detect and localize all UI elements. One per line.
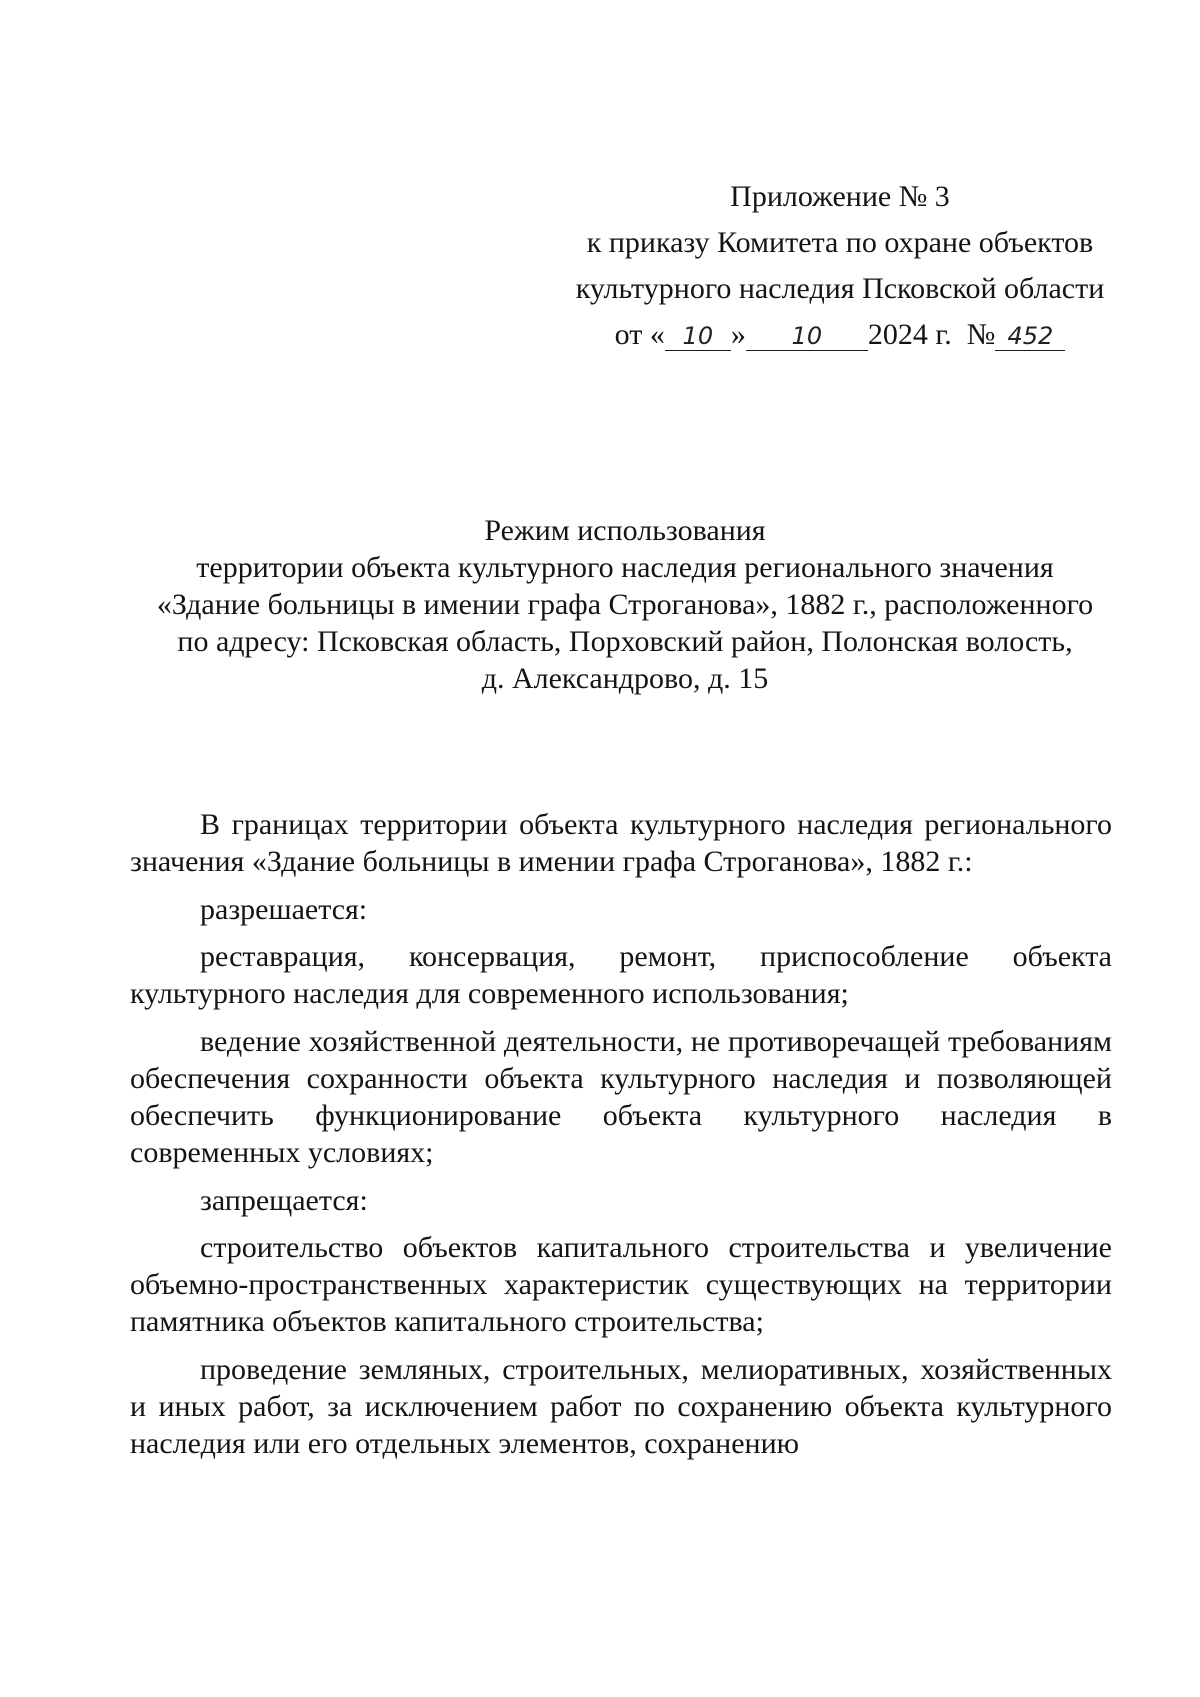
appendix-header bbox=[540, 174, 1140, 358]
title-line-3: «Здание больницы в имении графа Строганова», 1882 г., расположенного bbox=[156, 588, 1094, 621]
title-line-2: территории объекта культурного наследия регионального значения bbox=[196, 551, 1054, 584]
allowed-item-restoration: реставрация, консервация, ремонт, приспособление объекта культурного наследия для современного использования; bbox=[130, 940, 1112, 1010]
date-quote-close: » bbox=[730, 318, 746, 351]
allowed-heading: разрешается: bbox=[200, 893, 368, 926]
order-reference-line-1: к приказу Комитета по охране объектов bbox=[586, 226, 1094, 259]
document-title bbox=[130, 512, 1120, 697]
allowed-item-economic-activity: ведение хозяйственной деятельности, не противоречащей требованиям обеспечения сохранности объекта культурного наследия и позволяющей обеспечить функционирование объекта культурного наследия в современных условиях; bbox=[130, 1025, 1112, 1169]
date-year: 2024 г. bbox=[867, 318, 952, 351]
forbidden-item-construction: строительство объектов капитального строительства и увеличение объемно-пространственных характеристик существующих на территории памятника объектов капитального строительства; bbox=[130, 1231, 1112, 1338]
document-body bbox=[130, 806, 1112, 1473]
title-line-4: по адресу: Псковская область, Порховский район, Полонская волость, bbox=[177, 625, 1073, 658]
intro-paragraph: В границах территории объекта культурного наследия регионального значения «Здание больницы в имении графа Строганова», 1882 г.: bbox=[130, 808, 1112, 878]
handwritten-day: 10 bbox=[665, 322, 731, 351]
date-prefix: от « bbox=[614, 318, 665, 351]
number-label: № bbox=[966, 318, 996, 351]
order-reference-line-2: культурного наследия Псковской области bbox=[575, 272, 1105, 305]
forbidden-item-works: проведение земляных, строительных, мелиоративных, хозяйственных и иных работ, за исключением работ по сохранению объекта культурного наследия или его отдельных элементов, сохранению bbox=[130, 1353, 1112, 1460]
handwritten-order-number: 452 bbox=[995, 322, 1065, 351]
order-date-line bbox=[540, 312, 1140, 358]
handwritten-month: 10 bbox=[746, 322, 868, 351]
title-line-1: Режим использования bbox=[484, 514, 766, 547]
title-line-5: д. Александрово, д. 15 bbox=[481, 662, 769, 695]
forbidden-heading: запрещается: bbox=[200, 1184, 368, 1217]
appendix-number: Приложение № 3 bbox=[730, 180, 950, 213]
